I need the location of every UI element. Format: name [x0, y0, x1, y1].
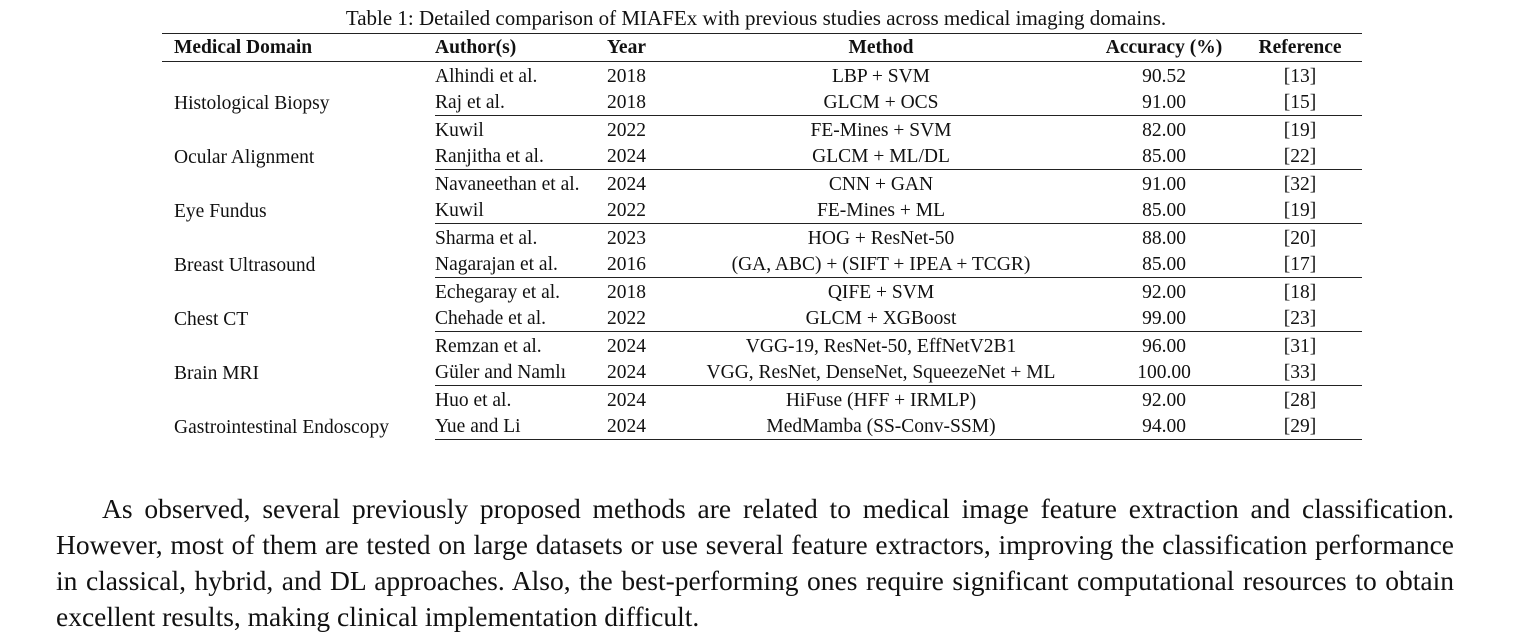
author-cell: Kuwil	[435, 197, 607, 224]
domain-cell: Eye Fundus	[174, 200, 267, 222]
accuracy-cell: 91.00	[1142, 173, 1186, 195]
accuracy-cell: 90.52	[1142, 65, 1186, 87]
author-cell: Kuwil	[435, 119, 484, 141]
comparison-table	[162, 33, 1362, 440]
method-cell: FE-Mines + ML	[672, 197, 1090, 224]
author-cell: Yue and Li	[435, 413, 607, 440]
method-cell: HiFuse (HFF + IRMLP)	[785, 389, 977, 411]
reference-cell: [15]	[1238, 89, 1362, 116]
reference-cell: [17]	[1238, 251, 1362, 278]
accuracy-cell: 94.00	[1090, 413, 1238, 440]
accuracy-cell: 96.00	[1142, 335, 1186, 357]
year-cell: 2022	[607, 197, 672, 224]
body-paragraph: As observed, several previously proposed methods are related to medical image feature extraction and classification. However, most of them are tested on large datasets or use several feature extractors, improving the classification performance in classical, hybrid, and DL approaches. Also, the best-performing ones require significant computational resources to obtain excellent results, making clinical implementation difficult.	[56, 492, 1454, 632]
table-row	[162, 278, 1362, 306]
reference-cell: [20]	[1283, 227, 1317, 249]
method-cell: VGG-19, ResNet-50, EffNetV2B1	[745, 335, 1017, 357]
accuracy-cell: 82.00	[1142, 119, 1186, 141]
reference-cell: [18]	[1283, 281, 1317, 303]
group-eye-fundus	[162, 170, 1362, 224]
domain-cell: Breast Ultrasound	[174, 254, 316, 276]
method-cell: QIFE + SVM	[827, 281, 935, 303]
author-cell: Chehade et al.	[435, 305, 607, 332]
method-cell: CNN + GAN	[828, 173, 934, 195]
reference-cell: [19]	[1283, 119, 1317, 141]
year-cell: 2023	[607, 227, 646, 249]
method-cell: FE-Mines + SVM	[810, 119, 952, 141]
method-cell: VGG, ResNet, DenseNet, SqueezeNet + ML	[672, 359, 1090, 386]
reference-cell: [31]	[1283, 335, 1317, 357]
accuracy-cell: 85.00	[1090, 143, 1238, 170]
accuracy-cell: 85.00	[1090, 197, 1238, 224]
year-cell: 2022	[607, 119, 646, 141]
header-authors: Author(s)	[435, 34, 607, 62]
method-cell: GLCM + XGBoost	[672, 305, 1090, 332]
group-brain-mri	[162, 332, 1362, 386]
table-header-row	[162, 34, 1362, 62]
reference-cell: [23]	[1238, 305, 1362, 332]
year-cell: 2018	[607, 65, 646, 87]
table-row	[162, 62, 1362, 90]
accuracy-cell: 91.00	[1090, 89, 1238, 116]
reference-cell: [33]	[1238, 359, 1362, 386]
method-cell: (GA, ABC) + (SIFT + IPEA + TCGR)	[672, 251, 1090, 278]
year-cell: 2024	[607, 359, 672, 386]
author-cell: Güler and Namlı	[435, 359, 607, 386]
header-year: Year	[607, 34, 672, 62]
domain-cell: Chest CT	[174, 308, 249, 330]
header-method: Method	[672, 34, 1090, 62]
domain-cell: Gastrointestinal Endoscopy	[174, 416, 390, 438]
accuracy-cell: 100.00	[1090, 359, 1238, 386]
accuracy-cell: 99.00	[1090, 305, 1238, 332]
year-cell: 2018	[607, 89, 672, 116]
accuracy-cell: 92.00	[1142, 389, 1186, 411]
table-row	[162, 170, 1362, 198]
author-cell: Navaneethan et al.	[435, 173, 580, 195]
year-cell: 2024	[607, 143, 672, 170]
header-accuracy: Accuracy (%)	[1090, 34, 1238, 62]
year-cell: 2022	[607, 305, 672, 332]
domain-cell: Ocular Alignment	[174, 146, 315, 168]
header-medical-domain: Medical Domain	[162, 34, 435, 62]
year-cell: 2024	[607, 389, 646, 411]
reference-cell: [22]	[1238, 143, 1362, 170]
author-cell: Nagarajan et al.	[435, 251, 607, 278]
method-cell: GLCM + ML/DL	[672, 143, 1090, 170]
group-breast-ultrasound	[162, 224, 1362, 278]
author-cell: Sharma et al.	[435, 227, 538, 249]
table-row	[162, 116, 1362, 144]
author-cell: Huo et al.	[435, 389, 512, 411]
accuracy-cell: 92.00	[1142, 281, 1186, 303]
year-cell: 2024	[607, 413, 672, 440]
group-histological-biopsy	[162, 62, 1362, 116]
table-row	[162, 386, 1362, 414]
method-cell: LBP + SVM	[831, 65, 931, 87]
accuracy-cell: 88.00	[1142, 227, 1186, 249]
method-cell: HOG + ResNet-50	[807, 227, 955, 249]
domain-cell: Brain MRI	[174, 362, 260, 384]
accuracy-cell: 85.00	[1090, 251, 1238, 278]
year-cell: 2018	[607, 281, 646, 303]
reference-cell: [13]	[1283, 65, 1317, 87]
reference-cell: [32]	[1283, 173, 1317, 195]
group-chest-ct	[162, 278, 1362, 332]
group-ocular-alignment	[162, 116, 1362, 170]
table-caption: Table 1: Detailed comparison of MIAFEx with previous studies across medical imaging domains.	[345, 6, 1167, 30]
method-cell: GLCM + OCS	[672, 89, 1090, 116]
reference-cell: [28]	[1283, 389, 1317, 411]
group-gastrointestinal-endoscopy	[162, 386, 1362, 440]
author-cell: Echegaray et al.	[435, 281, 561, 303]
year-cell: 2016	[607, 251, 672, 278]
author-cell: Alhindi et al.	[435, 65, 538, 87]
author-cell: Remzan et al.	[435, 335, 542, 357]
author-cell: Ranjitha et al.	[435, 143, 607, 170]
table-row	[162, 224, 1362, 252]
method-cell: MedMamba (SS-Conv-SSM)	[672, 413, 1090, 440]
reference-cell: [19]	[1238, 197, 1362, 224]
year-cell: 2024	[607, 173, 646, 195]
year-cell: 2024	[607, 335, 646, 357]
table-row	[162, 332, 1362, 360]
domain-cell: Histological Biopsy	[174, 92, 330, 114]
header-reference: Reference	[1238, 34, 1362, 62]
reference-cell: [29]	[1238, 413, 1362, 440]
author-cell: Raj et al.	[435, 89, 607, 116]
